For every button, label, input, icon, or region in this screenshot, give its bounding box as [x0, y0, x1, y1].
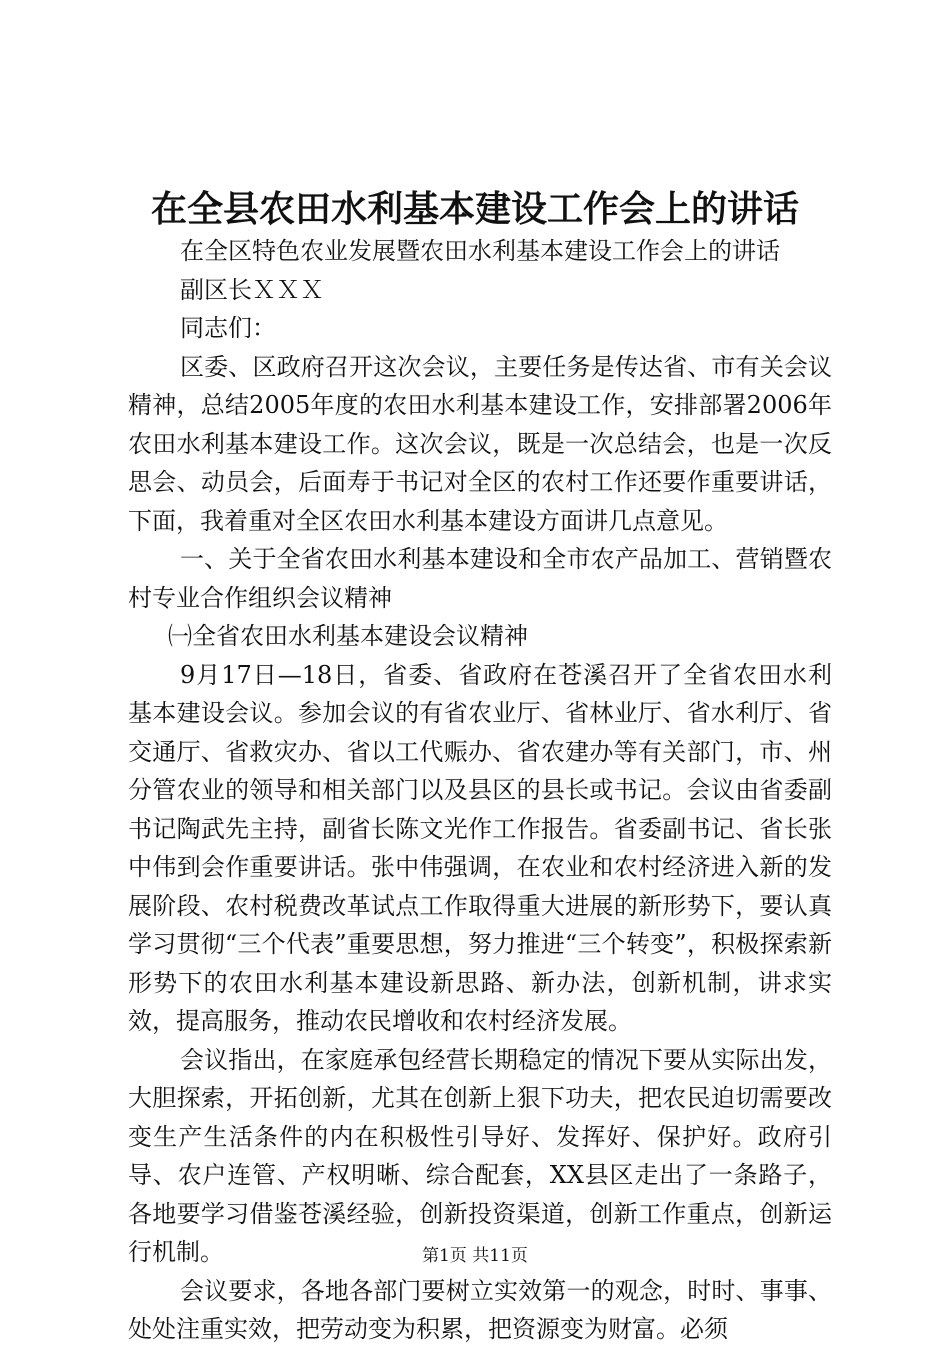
paragraph-section-heading: 一、关于全省农田水利基本建设和全市农产品加工、营销暨农村专业合作组织会议精神	[128, 545, 832, 612]
paragraph-body: 会议指出，在家庭承包经营长期稳定的情况下要从实际出发，大胆探索，开拓创新，尤其在创新上狠下功夫，把农民迫切需要改变生产生活条件的内在积极性引导好、发挥好、保护好。政府引导、农户连管、产权明晰、综合配套，XX县区走出了一条路子，各地要学习借鉴苍溪经验，创新投资渠道，创新工作重点，创新运行机制。	[128, 1045, 832, 1266]
document-title: 在全县农田水利基本建设工作会上的讲话	[150, 188, 799, 230]
paragraph-body: 会议要求，各地各部门要树立实效第一的观念，时时、事事、处处注重实效，把劳动变为积累，把资源变为财富。必须	[128, 1276, 832, 1343]
paragraph-body: 9月17日—18日，省委、省政府在苍溪召开了全省农田水利基本建设会议。参加会议的有省农业厅、省林业厅、省水利厅、省交通厅、省救灾办、省以工代赈办、省农建办等有关部门，市、州分管农业的领导和相关部门以及县区的县长或书记。会议由省委副书记陶武先主持，副省长陈文光作工作报告。省委副书记、省长张中伟到会作重要讲话。张中伟强调，在农业和农村经济进入新的发展阶段、农村税费改革试点工作取得重大进展的新形势下，要认真学习贯彻“三个代表”重要思想，努力推进“三个转变”，积极探索新形势下的农田水利基本建设新思路、新办法，创新机制，讲求实效，提高服务，推动农民增收和农村经济发展。	[128, 660, 832, 1035]
paragraph-speaker: 副区长ＸＸＸ	[180, 275, 324, 304]
paragraph-salutation: 同志们：	[180, 314, 276, 342]
paragraph-intro: 区委、区政府召开这次会议，主要任务是传达省、市有关会议精神，总结2005年度的农田水利基本建设工作，安排部署2006年农田水利基本建设工作。这次会议，既是一次总结会，也是一次反思会、动员会，后面寿于书记对全区的农村工作还要作重要讲话，下面，我着重对全区农田水利基本建设方面讲几点意见。	[128, 352, 832, 535]
page-number-footer: 第1页 共11页	[422, 1246, 528, 1266]
document-body	[128, 232, 832, 1349]
paragraph-subtitle: 在全区特色农业发展暨农田水利基本建设工作会上的讲话	[180, 237, 780, 265]
paragraph-subsection-heading: ㈠全省农田水利基本建设会议精神	[168, 622, 528, 650]
